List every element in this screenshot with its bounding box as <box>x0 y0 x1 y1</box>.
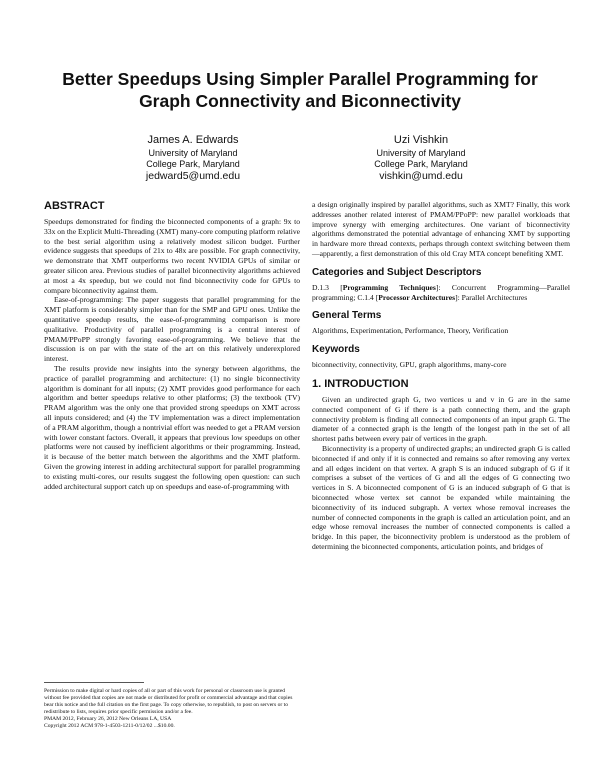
introduction-heading: 1. INTRODUCTION <box>312 377 409 390</box>
copyright-line: Copyright 2012 ACM 978-1-4503-1211-0/12/02 ...$10.00. <box>44 723 175 729</box>
author-affiliation: University of Maryland <box>148 148 238 158</box>
abstract-paragraph: The results provide new insights into the synergy between algorithms, the practice of parallel programming and architecture: (1) no single biconnectivity algorithm is dominant for all inputs; (2) XMT provides good performance for each algorithm and better speedups relative to other platforms; (3) the textbook (TV) PRAM algorithm was the only one that provided strong speedups on XMT across all inputs considered; and (4) the TV implementation was a direct implementation of a PRAM algorithm, though a nontrivial effort was needed to get a PRAM version with lower constant factors. Overall, it appears that previous low speedups on other platforms were not caused by inefficient algorithms or their programming. Instead, it is because of the better match between the algorithms and the XMT platform. Given the growing interest in adding architectural support for parallel programming to existing multi-cores, our results suggest the following open question: can such added architectural support catch up on speedups and ease-of-programming with <box>44 363 300 491</box>
copyright-footnote <box>44 688 300 730</box>
keywords-heading: Keywords <box>312 344 360 356</box>
intro-paragraph: Biconnectivity is a property of undirected graphs; an undirected graph G is called biconnected if and only if it is connected and remains so after removing any vertex and all edges incident on that vertex. A graph S is an induced subgraph of G if it comprises a subset of the vertices of G and all the edges of G connecting two vertices in S. A biconnected component of G is an induced subgraph of G that is biconnected whose vertex set cannot be expanded while maintaining the biconnectivity of its induced subgraph. A vertex whose removal increases the number of connected components in the graph is called an articulation point, and an edge whose removal increases the number of connected components is called a bridge. In this paper, the biconnectivity problem is understood as the problem of determining the biconnected components, articulation points, and bridges of <box>312 443 570 551</box>
categories-heading: Categories and Subject Descriptors <box>312 266 482 278</box>
left-column <box>44 200 300 491</box>
author-block-1 <box>93 133 293 183</box>
general-terms-heading: General Terms <box>312 310 382 322</box>
right-column <box>312 200 570 552</box>
general-terms-text: Algorithms, Experimentation, Performance, Theory, Verification <box>312 326 509 336</box>
conference-line: PMAM 2012, February 26, 2012 New Orleans LA, USA <box>44 716 172 722</box>
author-email: vishkin@umd.edu <box>379 170 463 182</box>
author-location: College Park, Maryland <box>374 159 468 169</box>
categories-text: D.1.3 [Programming Techniques]: Concurrent Programming—Parallel programming; C.1.4 [Processor Architectures]: Parallel Architectures <box>312 282 570 302</box>
abstract-heading: ABSTRACT <box>44 200 105 212</box>
author-email: jedward5@umd.edu <box>145 170 241 182</box>
permission-notice: Permission to make digital or hard copies of all or part of this work for personal or classroom use is granted without fee provided that copies are not made or distributed for profit or commercial advantage and that copies bear this notice and the full citation on the first page. To copy otherwise, to republish, to post on servers or to redistribute to lists, requires prior specific permission and/or a fee. <box>44 688 293 715</box>
abstract-paragraph: Ease-of-programming: The paper suggests that parallel programming for the XMT platform is considerably simpler than for the SMP and GPU ones. Unlike the quantitative speedup results, the ease-of-programming comparison is more qualitative. Productivity of parallel programming is a central interest of PMAM/PPoPP strongly favoring ease-of-programming. We believe that the discussion is on par with the state of the art on this relatively underexplored interest. <box>44 295 300 364</box>
footnote-rule <box>44 682 144 683</box>
author-name: Uzi Vishkin <box>393 134 449 146</box>
author-name: James A. Edwards <box>147 134 239 146</box>
author-block-2 <box>321 133 521 183</box>
author-affiliation: University of Maryland <box>376 148 466 158</box>
abstract-paragraph-continued: a design originally inspired by parallel algorithms, such as XMT? Finally, this work addresses another related interest of PMAM/PPoPP: new parallel workloads that improve synergy with emerging architectures. One variant of biconnectivity algorithms demonstrated the potential advantage of enhancing XMT by supporting in hardware more thread contexts, perhaps through context switching between them—apparently, a first demonstration of this old Cray MTA concept benefiting XMT. <box>312 200 570 258</box>
intro-paragraph: Given an undirected graph G, two vertices u and v in G are in the same connected component of G if there is a path connecting them, and the graph connectivity problem is finding all connected components of an input graph G. The diameter of a connected graph is the length of the longest path in the set of all shortest paths between every pair of vertices in the graph. <box>312 394 570 444</box>
abstract-paragraph: Speedups demonstrated for finding the biconnected components of a graph: 9x to 33x on the Explicit Multi-Threading (XMT) many-core computing platform relative to the best serial algorithm using a relatively modest silicon budget. Further evidence suggests that speedups of 21x to 48x are possible. For graph connectivity, we demonstrate that XMT outperforms two recent NVIDIA GPUs of similar or greater silicon area. Previous studies of parallel biconnectivity algorithms achieved at most a 4x speedup, but we could not find biconnectivity code for GPUs to compare biconnectivity against them. <box>44 217 300 295</box>
keywords-text: biconnectivity, connectivity, GPU, graph algorithms, many-core <box>312 360 507 370</box>
author-location: College Park, Maryland <box>146 159 240 169</box>
paper-title: Better Speedups Using Simpler Parallel Programming for Graph Connectivity and Biconnectivity <box>62 69 538 111</box>
